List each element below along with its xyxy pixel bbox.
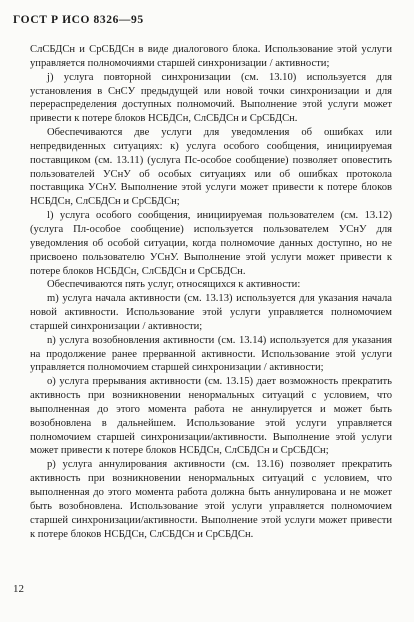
- page-header-standard: ГОСТ Р ИСО 8326—95: [13, 14, 144, 26]
- body-text: [30, 43, 392, 541]
- paragraph: j) услуга повторной синхронизации (см. 13.10) используется для установления в СнСУ предыдущей или новой точки синхронизации и для перераспределения доступных полномочий. Выполнение этой услуги может привести к потере блоков НСБДСн, СлСБДСн и СрСБДСн.: [30, 71, 392, 125]
- paragraph: o) услуга прерывания активности (см. 13.15) дает возможность прекратить активность при возникновении ненормальных ситуаций с условием, что выполненная до этого момента работа не аннулируется и может быть возобновлена в дальнейшем. Использование этой услуги управляется полномочием старшей синхронизации/активности. Выполнение этой услуги может привести к потере блоков НСБДСн, СлСБДСн и СрСБДСн;: [30, 376, 392, 457]
- paragraph: СлСБДСн и СрСБДСн в виде диалогового блока. Использование этой услуги управляется полномочиями старшей синхронизации / активности;: [30, 44, 392, 69]
- paragraph: Обеспечиваются две услуги для уведомления об ошибках или непредвиденных ситуациях: к) услуга особого сообщения, инициируемая поставщиком (см. 13.11) (услуга Пс-особое сообщение) позволяет оповестить пользователей УСнУ об особых ситуациях или об ошибках протокола поставщика УСнУ. Выполнение этой услуги может привести к потере блоков НСБДСн, СлСБДСн и СрСБДСн;: [30, 127, 392, 208]
- page-number: 12: [13, 583, 24, 595]
- paragraph: m) услуга начала активности (см. 13.13) используется для указания начала новой активности. Использование этой услуги управляется полномочием старшей синхронизации / активности;: [30, 293, 392, 332]
- paragraph: p) услуга аннулирования активности (см. 13.16) позволяет прекратить активность при возникновении ненормальных ситуаций с условием, что выполненная до этого момента работа должна быть аннулирована и не может быть возобновлена. Использование этой услуги управляется полномочием старшей синхронизации/активности. Выполнение этой услуги может привести к потере блоков НСБДСн, СлСБДСн и СрСБДСн.: [30, 459, 392, 540]
- paragraph: n) услуга возобновления активности (см. 13.14) используется для указания на продолжение ранее прерванной активности. Использование этой услуги управляется полномочием старшей синхронизации / активности;: [30, 334, 392, 374]
- paragraph: Обеспечиваются пять услуг, относящихся к активности:: [47, 279, 301, 291]
- paragraph: l) услуга особого сообщения, инициируемая пользователем (см. 13.12) (услуга Пл-особое сообщение) используется пользователем УСнУ для уведомления об особой ситуации, когда полномочие данных доступно, но не присвоено пользователю УСнУ. Выполнение этой услуги может привести к потере блоков НСБДСн, СлСБДСн и СрСБДСн.: [30, 210, 392, 277]
